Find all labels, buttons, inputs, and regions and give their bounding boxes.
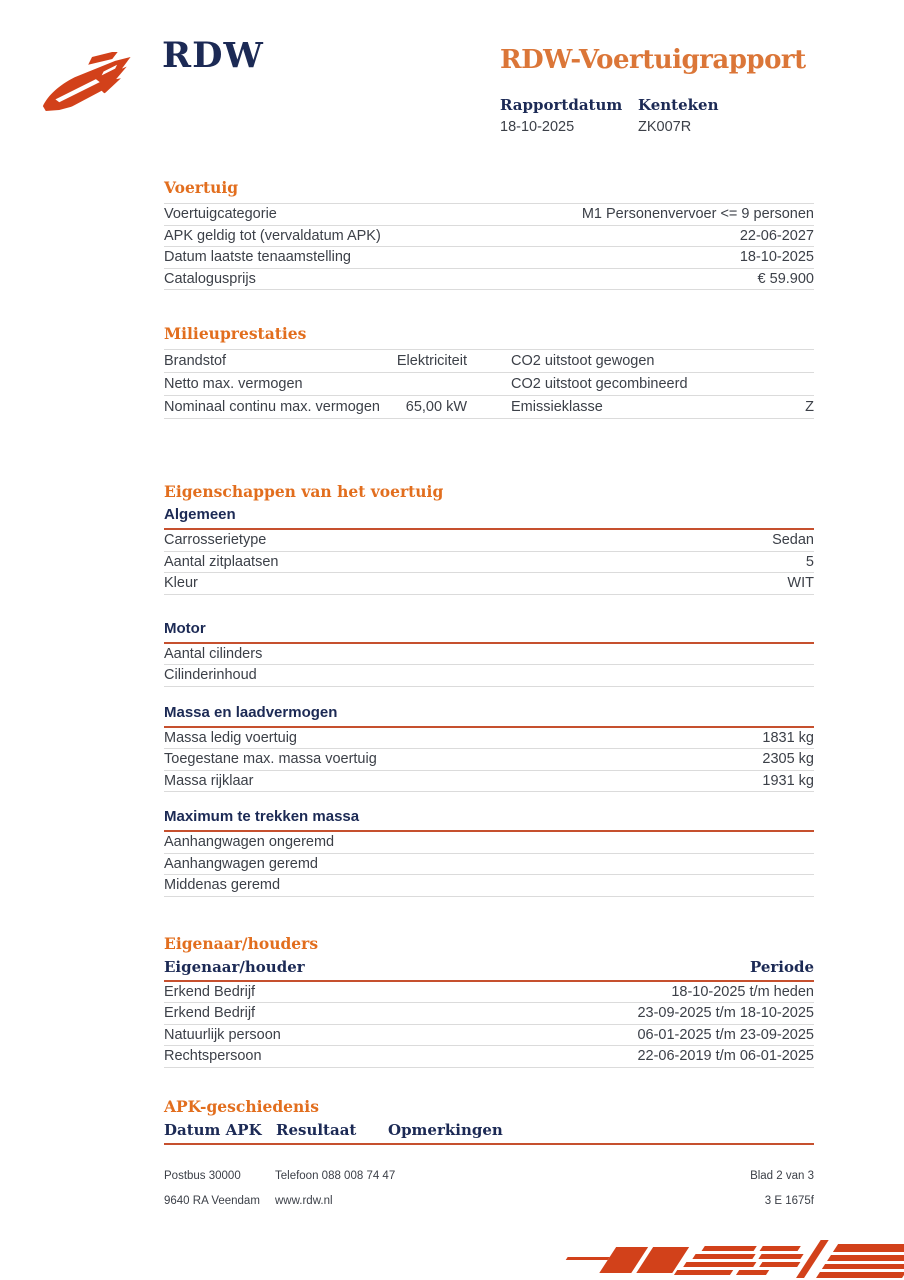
row-label: Aanhangwagen geremd [164,855,318,872]
row-value: 06-01-2025 t/m 23-09-2025 [637,1026,814,1043]
row-label: APK geldig tot (vervaldatum APK) [164,227,381,244]
section-heading-eigenaar: Eigenaar/houders [164,933,319,953]
row-label: Erkend Bedrijf [164,983,256,1000]
footer-phone: Telefoon 088 008 74 47 [275,1170,396,1182]
row-value: 18-10-2025 t/m heden [671,983,814,1000]
table-row [164,373,814,396]
rdw-wing-logo-icon [40,52,146,116]
row-value: 23-09-2025 t/m 18-10-2025 [637,1005,814,1022]
subsection-maximum-te-trekken-massa [164,809,814,897]
row-label: Netto max. vermogen [164,376,303,392]
page-title: RDW-Voertuigrapport [500,45,806,75]
table-row [164,573,814,595]
section-heading-milieuprestaties: Milieuprestaties [164,324,307,343]
footer-row [164,1195,814,1207]
report-date-value: 18-10-2025 [500,119,575,135]
page-footer [164,1170,814,1220]
column-header-owner: Eigenaar/houder [164,957,305,976]
row-label: Emissieklasse [511,399,603,415]
report-body [164,0,814,1145]
row-value: € 59.900 [757,270,814,287]
row-label: Erkend Bedrijf [164,1005,256,1022]
row-value: Elektriciteit [396,353,467,369]
table-row [164,269,814,291]
license-plate-value: ZK007R [638,119,692,135]
row-value: 2305 kg [762,751,814,768]
subsection-heading-massa: Massa en laadvermogen [164,705,814,728]
subsection-massa [164,705,814,793]
section-heading-apk: APK-geschiedenis [164,1096,319,1116]
column-header-apk-remarks: Opmerkingen [388,1120,503,1139]
subsection-algemeen [164,507,814,595]
row-label: CO2 uitstoot gewogen [511,353,655,369]
footer-page-indicator: Blad 2 van 3 [750,1170,814,1182]
row-value: WIT [787,575,814,592]
section-voertuig [164,180,814,290]
owners-table-header [164,959,814,982]
section-heading-voertuig: Voertuig [164,178,239,197]
table-row [164,552,814,574]
subsection-heading-motor: Motor [164,621,814,644]
row-label: Massa ledig voertuig [164,729,297,746]
row-label: Brandstof [164,353,227,369]
row-label: Toegestane max. massa voertuig [164,751,377,768]
row-label: Aantal cilinders [164,645,263,662]
row-value: 5 [805,553,814,570]
section-heading-eigenschappen: Eigenschappen van het voertuig [164,482,444,501]
subsection-heading-maxtrek: Maximum te trekken massa [164,809,814,832]
table-row [164,1025,814,1047]
row-label: Catalogusprijs [164,270,256,287]
row-value: 65,00 kW [405,399,467,415]
table-row [164,350,814,373]
rdw-logo-text: RDW [162,35,264,76]
section-eigenaar-houders [164,933,814,1068]
row-label: Rechtspersoon [164,1048,262,1065]
row-value: 1931 kg [762,772,814,789]
table-row [164,665,814,687]
row-label: CO2 uitstoot gecombineerd [511,376,688,392]
row-value: 18-10-2025 [739,249,814,266]
row-label: Aanhangwagen ongeremd [164,834,335,851]
subsection-heading-algemeen: Algemeen [164,507,814,530]
table-row [164,396,814,419]
column-header-apk-result: Resultaat [276,1120,357,1139]
row-label: Middenas geremd [164,877,281,894]
row-value: M1 Personenvervoer <= 9 personen [581,206,814,223]
row-value: Z [805,399,814,415]
table-row [164,771,814,793]
table-row [164,644,814,666]
footer-doc-code: 3 E 1675f [764,1195,814,1207]
table-row [164,1003,814,1025]
row-value: 1831 kg [762,729,814,746]
row-label: Aantal zitplaatsen [164,553,279,570]
table-row [164,982,814,1004]
row-value: 22-06-2019 t/m 06-01-2025 [637,1048,814,1065]
table-row [164,875,814,897]
row-label: Natuurlijk persoon [164,1026,281,1043]
section-milieuprestaties [164,326,814,419]
row-label: Nominaal continu max. vermogen [164,399,380,415]
section-eigenschappen [164,484,814,897]
row-label: Carrosserietype [164,532,267,549]
row-label: Massa rijklaar [164,772,254,789]
table-row [164,204,814,226]
footer-address-line1: Postbus 30000 [164,1170,241,1182]
subsection-motor [164,621,814,687]
column-header-period: Periode [749,957,814,976]
table-row [164,832,814,854]
apk-table-header [164,1122,814,1145]
row-value: Sedan [772,532,814,549]
table-row [164,1046,814,1068]
table-row [164,530,814,552]
table-row [164,854,814,876]
table-row [164,749,814,771]
table-row [164,226,814,248]
license-plate-label: Kenteken [638,96,719,114]
table-row [164,728,814,750]
report-date-label: Rapportdatum [500,96,623,114]
row-label: Cilinderinhoud [164,667,257,684]
section-apk-geschiedenis [164,1096,814,1145]
row-label: Kleur [164,575,198,592]
speed-stripes-icon [532,1238,904,1280]
row-value: 22-06-2027 [739,227,814,244]
footer-address-line2: 9640 RA Veendam [164,1195,260,1207]
row-label: Datum laatste tenaamstelling [164,249,351,266]
footer-website: www.rdw.nl [275,1195,333,1207]
row-label: Voertuigcategorie [164,206,277,223]
column-header-apk-date: Datum APK [164,1120,262,1139]
table-row [164,247,814,269]
footer-row [164,1170,814,1182]
